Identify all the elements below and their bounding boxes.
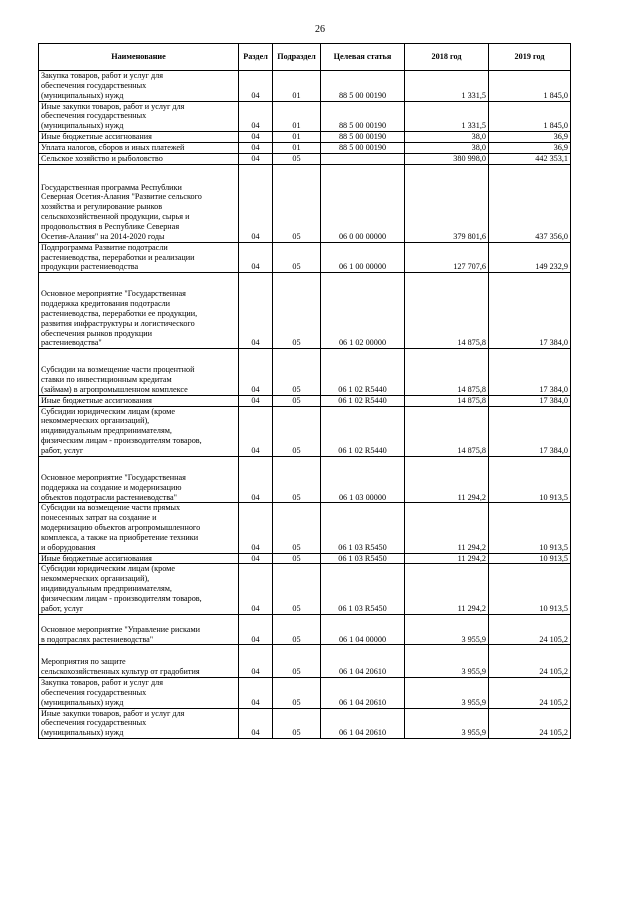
row-podrazdel-cell: 05 <box>273 273 321 349</box>
row-podrazdel-cell: 01 <box>273 71 321 102</box>
row-razdel-cell: 04 <box>239 503 273 553</box>
row-2018-cell: 38,0 <box>405 132 489 143</box>
row-name-cell: Субсидии на возмещение части процентной ставки по инвестиционным кредитам (займам) в агропромышленном комплексе <box>39 349 239 396</box>
table-row <box>39 564 571 614</box>
table-row <box>39 242 571 273</box>
row-name-cell: Подпрограмма Развитие подотрасли растениеводства, переработки и реализации продукции растениеводства <box>39 242 239 273</box>
row-2019-cell: 437 356,0 <box>489 164 571 242</box>
row-2019-cell: 17 384,0 <box>489 273 571 349</box>
row-podrazdel-cell: 05 <box>273 678 321 709</box>
row-2019-cell: 24 105,2 <box>489 645 571 678</box>
table-row <box>39 132 571 143</box>
row-2018-cell: 11 294,2 <box>405 564 489 614</box>
row-podrazdel-cell: 05 <box>273 349 321 396</box>
table-row <box>39 503 571 553</box>
row-razdel-cell: 04 <box>239 406 273 456</box>
row-razdel-cell: 04 <box>239 553 273 564</box>
row-name-cell: Государственная программа Республики Северная Осетия-Алания "Развитие сельского хозяйства и регулирование рынков сельскохозяйственной продукции, сырья и продовольствия в Республике Северная Осетия-Алания" на 2014-2020 годы <box>39 164 239 242</box>
row-razdel-cell: 04 <box>239 101 273 132</box>
row-podrazdel-cell: 01 <box>273 142 321 153</box>
row-2019-cell: 17 384,0 <box>489 395 571 406</box>
row-2019-cell: 24 105,2 <box>489 614 571 645</box>
row-podrazdel-cell: 05 <box>273 164 321 242</box>
row-statya-cell: 06 1 04 20610 <box>321 645 405 678</box>
table-row <box>39 273 571 349</box>
row-podrazdel-cell: 05 <box>273 645 321 678</box>
row-2018-cell: 11 294,2 <box>405 456 489 503</box>
row-statya-cell: 88 5 00 00190 <box>321 142 405 153</box>
row-name-cell: Закупка товаров, работ и услуг для обеспечения государственных (муниципальных) нужд <box>39 71 239 102</box>
table-row <box>39 406 571 456</box>
table-row <box>39 101 571 132</box>
row-podrazdel-cell: 05 <box>273 242 321 273</box>
row-razdel-cell: 04 <box>239 71 273 102</box>
row-2019-cell: 1 845,0 <box>489 101 571 132</box>
row-name-cell: Основное мероприятие "Управление рисками в подотраслях растениеводства" <box>39 614 239 645</box>
row-statya-cell: 06 1 02 R5440 <box>321 349 405 396</box>
row-statya-cell: 06 1 03 R5450 <box>321 564 405 614</box>
row-razdel-cell: 04 <box>239 242 273 273</box>
row-statya-cell: 88 5 00 00190 <box>321 71 405 102</box>
table-row <box>39 153 571 164</box>
row-2018-cell: 14 875,8 <box>405 349 489 396</box>
row-podrazdel-cell: 05 <box>273 553 321 564</box>
row-2018-cell: 14 875,8 <box>405 395 489 406</box>
row-2019-cell: 10 913,5 <box>489 564 571 614</box>
row-2018-cell: 3 955,9 <box>405 614 489 645</box>
row-statya-cell: 88 5 00 00190 <box>321 132 405 143</box>
row-2019-cell: 36,9 <box>489 142 571 153</box>
table-row <box>39 71 571 102</box>
row-podrazdel-cell: 05 <box>273 503 321 553</box>
row-razdel-cell: 04 <box>239 708 273 739</box>
row-name-cell: Субсидии юридическим лицам (кроме некоммерческих организаций), индивидуальным предпринимателям, физическим лицам - производителям товаров, работ, услуг <box>39 564 239 614</box>
column-header-podrazdel: Подраздел <box>273 44 321 71</box>
row-razdel-cell: 04 <box>239 349 273 396</box>
table-row <box>39 142 571 153</box>
row-statya-cell: 06 1 03 R5450 <box>321 553 405 564</box>
row-statya-cell: 06 0 00 00000 <box>321 164 405 242</box>
row-razdel-cell: 04 <box>239 678 273 709</box>
table-row <box>39 708 571 739</box>
row-name-cell: Сельское хозяйство и рыболовство <box>39 153 239 164</box>
table-row <box>39 553 571 564</box>
row-name-cell: Иные закупки товаров, работ и услуг для обеспечения государственных (муниципальных) нужд <box>39 101 239 132</box>
row-statya-cell: 06 1 04 00000 <box>321 614 405 645</box>
row-razdel-cell: 04 <box>239 273 273 349</box>
row-podrazdel-cell: 01 <box>273 132 321 143</box>
table-row <box>39 645 571 678</box>
row-2019-cell: 10 913,5 <box>489 456 571 503</box>
row-name-cell: Субсидии юридическим лицам (кроме некоммерческих организаций), индивидуальным предпринимателям, физическим лицам - производителям товаров, работ, услуг <box>39 406 239 456</box>
row-2018-cell: 3 955,9 <box>405 645 489 678</box>
table-row <box>39 678 571 709</box>
row-2018-cell: 14 875,8 <box>405 273 489 349</box>
row-statya-cell: 06 1 04 20610 <box>321 708 405 739</box>
row-statya-cell: 06 1 03 R5450 <box>321 503 405 553</box>
page-number: 26 <box>315 24 325 35</box>
row-statya-cell: 06 1 02 R5440 <box>321 395 405 406</box>
row-name-cell: Иные бюджетные ассигнования <box>39 132 239 143</box>
column-header-2019: 2019 год <box>489 44 571 71</box>
row-razdel-cell: 04 <box>239 645 273 678</box>
row-razdel-cell: 04 <box>239 153 273 164</box>
row-podrazdel-cell: 05 <box>273 708 321 739</box>
row-name-cell: Основное мероприятие "Государственная поддержка кредитования подотрасли растениеводства, переработки ее продукции, развития инфраструктуры и логистического обеспечения рынков продукции растениеводства" <box>39 273 239 349</box>
row-2019-cell: 442 353,1 <box>489 153 571 164</box>
row-2019-cell: 17 384,0 <box>489 406 571 456</box>
table-row <box>39 164 571 242</box>
row-podrazdel-cell: 05 <box>273 564 321 614</box>
column-header-name: Наименование <box>39 44 239 71</box>
row-2018-cell: 14 875,8 <box>405 406 489 456</box>
row-2019-cell: 24 105,2 <box>489 678 571 709</box>
row-razdel-cell: 04 <box>239 164 273 242</box>
row-2018-cell: 11 294,2 <box>405 503 489 553</box>
row-2018-cell: 380 998,0 <box>405 153 489 164</box>
row-podrazdel-cell: 01 <box>273 101 321 132</box>
row-name-cell: Иные бюджетные ассигнования <box>39 395 239 406</box>
row-podrazdel-cell: 05 <box>273 406 321 456</box>
row-podrazdel-cell: 05 <box>273 614 321 645</box>
row-statya-cell: 06 1 03 00000 <box>321 456 405 503</box>
row-2018-cell: 38,0 <box>405 142 489 153</box>
row-2018-cell: 11 294,2 <box>405 553 489 564</box>
table-row <box>39 395 571 406</box>
row-2019-cell: 149 232,9 <box>489 242 571 273</box>
row-2018-cell: 1 331,5 <box>405 71 489 102</box>
column-header-2018: 2018 год <box>405 44 489 71</box>
row-name-cell: Основное мероприятие "Государственная поддержка на создание и модернизацию объектов подотрасли растениеводства" <box>39 456 239 503</box>
row-razdel-cell: 04 <box>239 614 273 645</box>
row-statya-cell: 88 5 00 00190 <box>321 101 405 132</box>
row-2019-cell: 17 384,0 <box>489 349 571 396</box>
table-row <box>39 614 571 645</box>
row-2018-cell: 127 707,6 <box>405 242 489 273</box>
row-2019-cell: 10 913,5 <box>489 553 571 564</box>
row-statya-cell: 06 1 02 R5440 <box>321 406 405 456</box>
row-razdel-cell: 04 <box>239 564 273 614</box>
row-name-cell: Закупка товаров, работ и услуг для обеспечения государственных (муниципальных) нужд <box>39 678 239 709</box>
row-2019-cell: 10 913,5 <box>489 503 571 553</box>
column-header-statya: Целевая статья <box>321 44 405 71</box>
row-statya-cell: 06 1 02 00000 <box>321 273 405 349</box>
row-2018-cell: 3 955,9 <box>405 708 489 739</box>
row-name-cell: Иные бюджетные ассигнования <box>39 553 239 564</box>
row-name-cell: Субсидии на возмещение части прямых понесенных затрат на создание и модернизацию объектов агропромышленного комплекса, а также на приобретение техники и оборудования <box>39 503 239 553</box>
row-name-cell: Иные закупки товаров, работ и услуг для обеспечения государственных (муниципальных) нужд <box>39 708 239 739</box>
table-row <box>39 349 571 396</box>
row-2019-cell: 36,9 <box>489 132 571 143</box>
row-name-cell: Мероприятия по защите сельскохозяйственных культур от градобития <box>39 645 239 678</box>
row-razdel-cell: 04 <box>239 132 273 143</box>
row-podrazdel-cell: 05 <box>273 456 321 503</box>
budget-table <box>38 43 571 739</box>
row-podrazdel-cell: 05 <box>273 153 321 164</box>
table-header-row <box>39 44 571 71</box>
row-2019-cell: 24 105,2 <box>489 708 571 739</box>
row-2019-cell: 1 845,0 <box>489 71 571 102</box>
row-2018-cell: 379 801,6 <box>405 164 489 242</box>
row-name-cell: Уплата налогов, сборов и иных платежей <box>39 142 239 153</box>
row-2018-cell: 3 955,9 <box>405 678 489 709</box>
row-statya-cell: 06 1 00 00000 <box>321 242 405 273</box>
row-razdel-cell: 04 <box>239 142 273 153</box>
row-statya-cell <box>321 153 405 164</box>
row-statya-cell: 06 1 04 20610 <box>321 678 405 709</box>
table-row <box>39 456 571 503</box>
row-razdel-cell: 04 <box>239 456 273 503</box>
row-podrazdel-cell: 05 <box>273 395 321 406</box>
column-header-razdel: Раздел <box>239 44 273 71</box>
row-razdel-cell: 04 <box>239 395 273 406</box>
row-2018-cell: 1 331,5 <box>405 101 489 132</box>
